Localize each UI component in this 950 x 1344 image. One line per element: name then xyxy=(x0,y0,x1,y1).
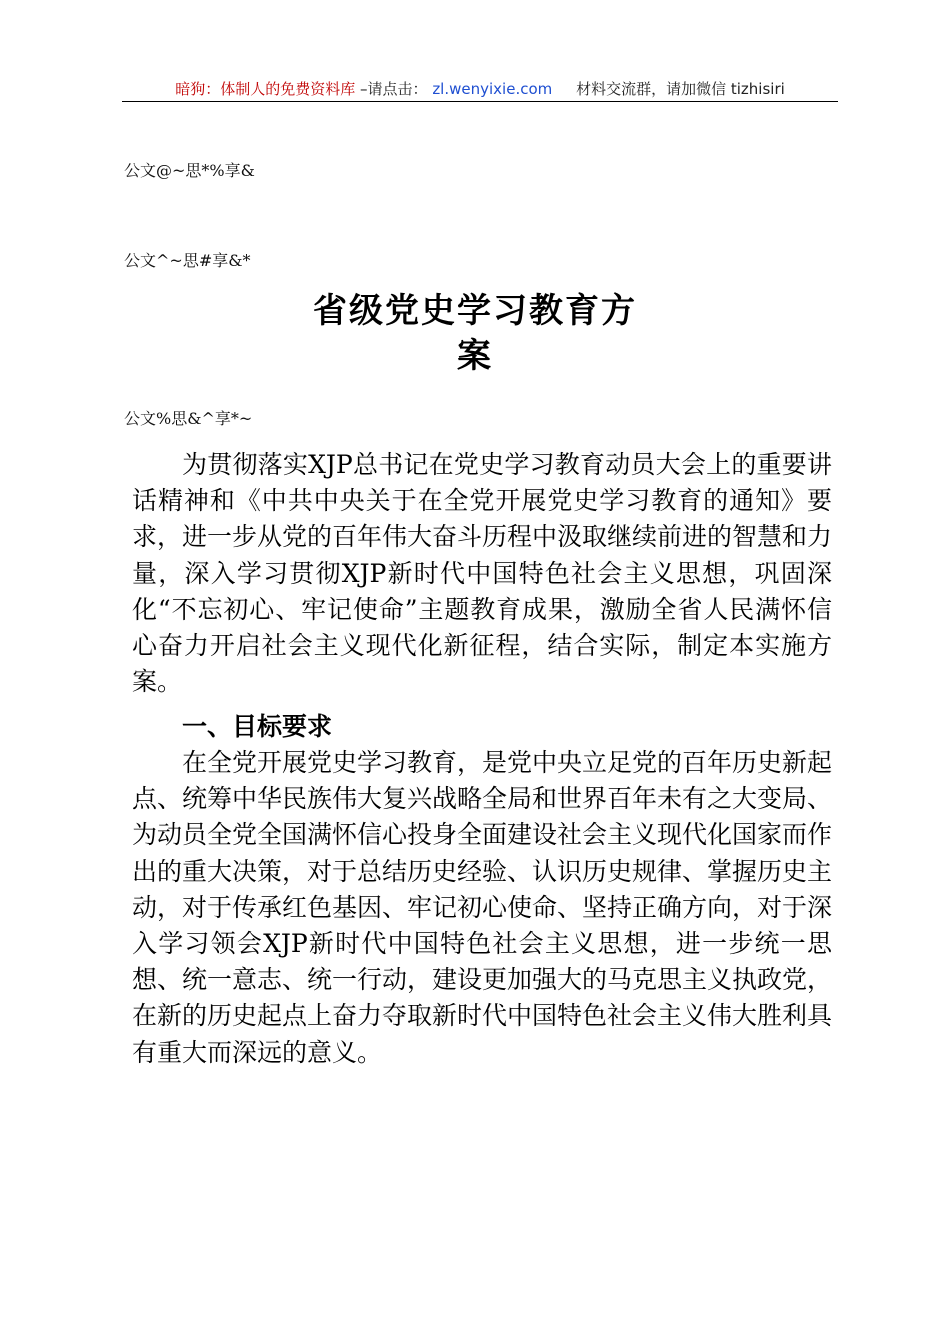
header-divider xyxy=(122,101,838,102)
document-title-line-1: 省级党史学习教育方 xyxy=(313,291,637,331)
document-title-line-2: 案 xyxy=(457,336,493,376)
section-heading-goals: 一、目标要求 xyxy=(182,712,333,741)
header-brand: 暗狗：体制人的免费资料库 xyxy=(175,80,356,98)
watermark-text-3: 公文%思&^享*~ xyxy=(124,409,253,428)
page-header xyxy=(122,78,838,102)
header-contact: 材料交流群，请加微信 tizhisiri xyxy=(576,80,785,98)
header-prompt: –请点击： xyxy=(360,80,428,98)
header-url-link[interactable]: zl.wenyixie.com xyxy=(432,80,553,98)
intro-paragraph: 为贯彻落实XJP总书记在党史学习教育动员大会上的重要讲话精神和《中共中央关于在全党开展党史学习教育的通知》要求，进一步从党的百年伟大奋斗历程中汲取继续前进的智慧和力量，深入学习贯彻XJP新时代中国特色社会主义思想，巩固深化“不忘初心、牢记使命”主题教育成果，激励全省人民满怀信心奋力开启社会主义现代化新征程，结合实际，制定本实施方案。 xyxy=(132,450,833,697)
watermark-text-1: 公文@~思*%享& xyxy=(124,161,255,180)
section-goals-paragraph: 在全党开展党史学习教育，是党中央立足党的百年历史新起点、统筹中华民族伟大复兴战略全局和世界百年未有之大变局、为动员全党全国满怀信心投身全面建设社会主义现代化国家而作出的重大决策，对于总结历史经验、认识历史规律、掌握历史主动，对于传承红色基因、牢记初心使命、坚持正确方向，对于深入学习领会XJP新时代中国特色社会主义思想，进一步统一思想、统一意志、统一行动，建设更加强大的马克思主义执政党，在新的历史起点上奋力夺取新时代中国特色社会主义伟大胜利具有重大而深远的意义。 xyxy=(132,748,833,1067)
watermark-text-2: 公文^~思#享&* xyxy=(124,251,251,270)
